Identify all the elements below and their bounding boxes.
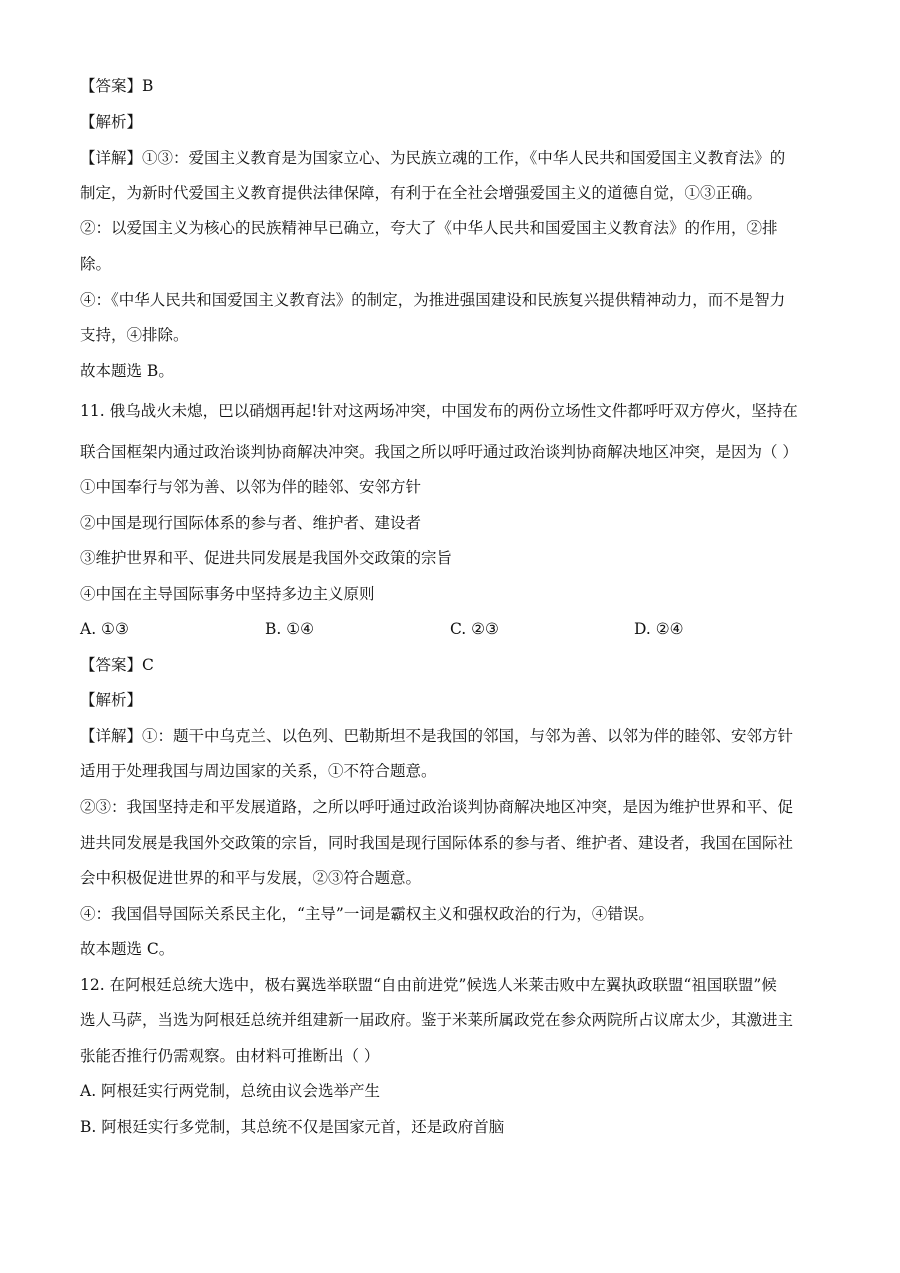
q11-detail-line: ④：我国倡导国际关系民主化，“主导”一词是霸权主义和强权政治的行为，④错误。 — [80, 905, 654, 923]
q10-detail-line: 制定，为新时代爱国主义教育提供法律保障，有利于在全社会增强爱国主义的道德自觉，①③正确。 — [80, 184, 763, 202]
q11-option-a: A. ①③ — [80, 620, 129, 638]
q12-stem-line: 选人马萨，当选为阿根廷总统并组建新一届政府。鉴于米莱所属政党在参众两院所占议席太少，其激进主 — [80, 1011, 794, 1029]
q11-statement: ④中国在主导国际事务中坚持多边主义原则 — [80, 585, 375, 603]
q10-detail-line: ④：《中华人民共和国爱国主义教育法》的制定，为推进强国建设和民族复兴提供精神动力，而不是智力 — [80, 291, 786, 309]
q12-option-a: A. 阿根廷实行两党制，总统由议会选举产生 — [80, 1082, 381, 1100]
q11-option-d: D. ②④ — [634, 620, 684, 638]
q10-detail-line: 除。 — [80, 255, 112, 273]
q11-statement: ②中国是现行国际体系的参与者、维护者、建设者 — [80, 514, 422, 532]
q10-answer: 【答案】B — [80, 77, 154, 95]
q10-detail-line: ②：以爱国主义为核心的民族精神早已确立，夸大了《中华人民共和国爱国主义教育法》的作用，②排 — [80, 219, 778, 237]
q11-detail-line: ②③：我国坚持走和平发展道路，之所以呼吁通过政治谈判协商解决地区冲突，是因为维护世界和平、促 — [80, 798, 794, 816]
q11-detail-line: 进共同发展是我国外交政策的宗旨，同时我国是现行国际体系的参与者、维护者、建设者，我国在国际社 — [80, 834, 794, 852]
q11-analysis-heading: 【解析】 — [80, 691, 143, 709]
q11-conclusion: 故本题选 C。 — [80, 940, 175, 958]
q11-stem-line: 11. 俄乌战火未熄，巴以硝烟再起!针对这两场冲突，中国发布的两份立场性文件都呼吁双方停火，坚持在 — [80, 402, 798, 420]
q10-conclusion: 故本题选 B。 — [80, 362, 174, 380]
q10-detail-line: 【详解】①③：爱国主义教育是为国家立心、为民族立魂的工作，《中华人民共和国爱国主义教育法》的 — [80, 149, 786, 167]
q10-analysis-heading: 【解析】 — [80, 113, 143, 131]
q10-detail-line: 支持，④排除。 — [80, 326, 189, 344]
q11-detail-line: 适用于处理我国与周边国家的关系，①不符合题意。 — [80, 762, 437, 780]
q11-option-c: C. ②③ — [450, 620, 499, 638]
q11-statement: ③维护世界和平、促进共同发展是我国外交政策的宗旨 — [80, 549, 453, 567]
q11-statement: ①中国奉行与邻为善、以邻为伴的睦邻、安邻方针 — [80, 478, 422, 496]
q12-stem-line: 张能否推行仍需观察。由材料可推断出（ ） — [80, 1047, 380, 1065]
q12-stem-line: 12. 在阿根廷总统大选中，极右翼选举联盟“自由前进党”候选人米莱击败中左翼执政联盟“祖国联盟”候 — [80, 976, 777, 994]
q11-stem-line: 联合国框架内通过政治谈判协商解决冲突。我国之所以呼吁通过政治谈判协商解决地区冲突，是因为（ ） — [80, 443, 798, 461]
q11-answer: 【答案】C — [80, 656, 154, 674]
q12-option-b: B. 阿根廷实行多党制，其总统不仅是国家元首，还是政府首脑 — [80, 1118, 505, 1136]
q11-detail-line: 【详解】①：题干中乌克兰、以色列、巴勒斯坦不是我国的邻国，与邻为善、以邻为伴的睦邻、安邻方针 — [80, 727, 794, 745]
q11-detail-line: 会中积极促进世界的和平与发展，②③符合题意。 — [80, 869, 422, 887]
q11-option-b: B. ①④ — [265, 620, 315, 638]
